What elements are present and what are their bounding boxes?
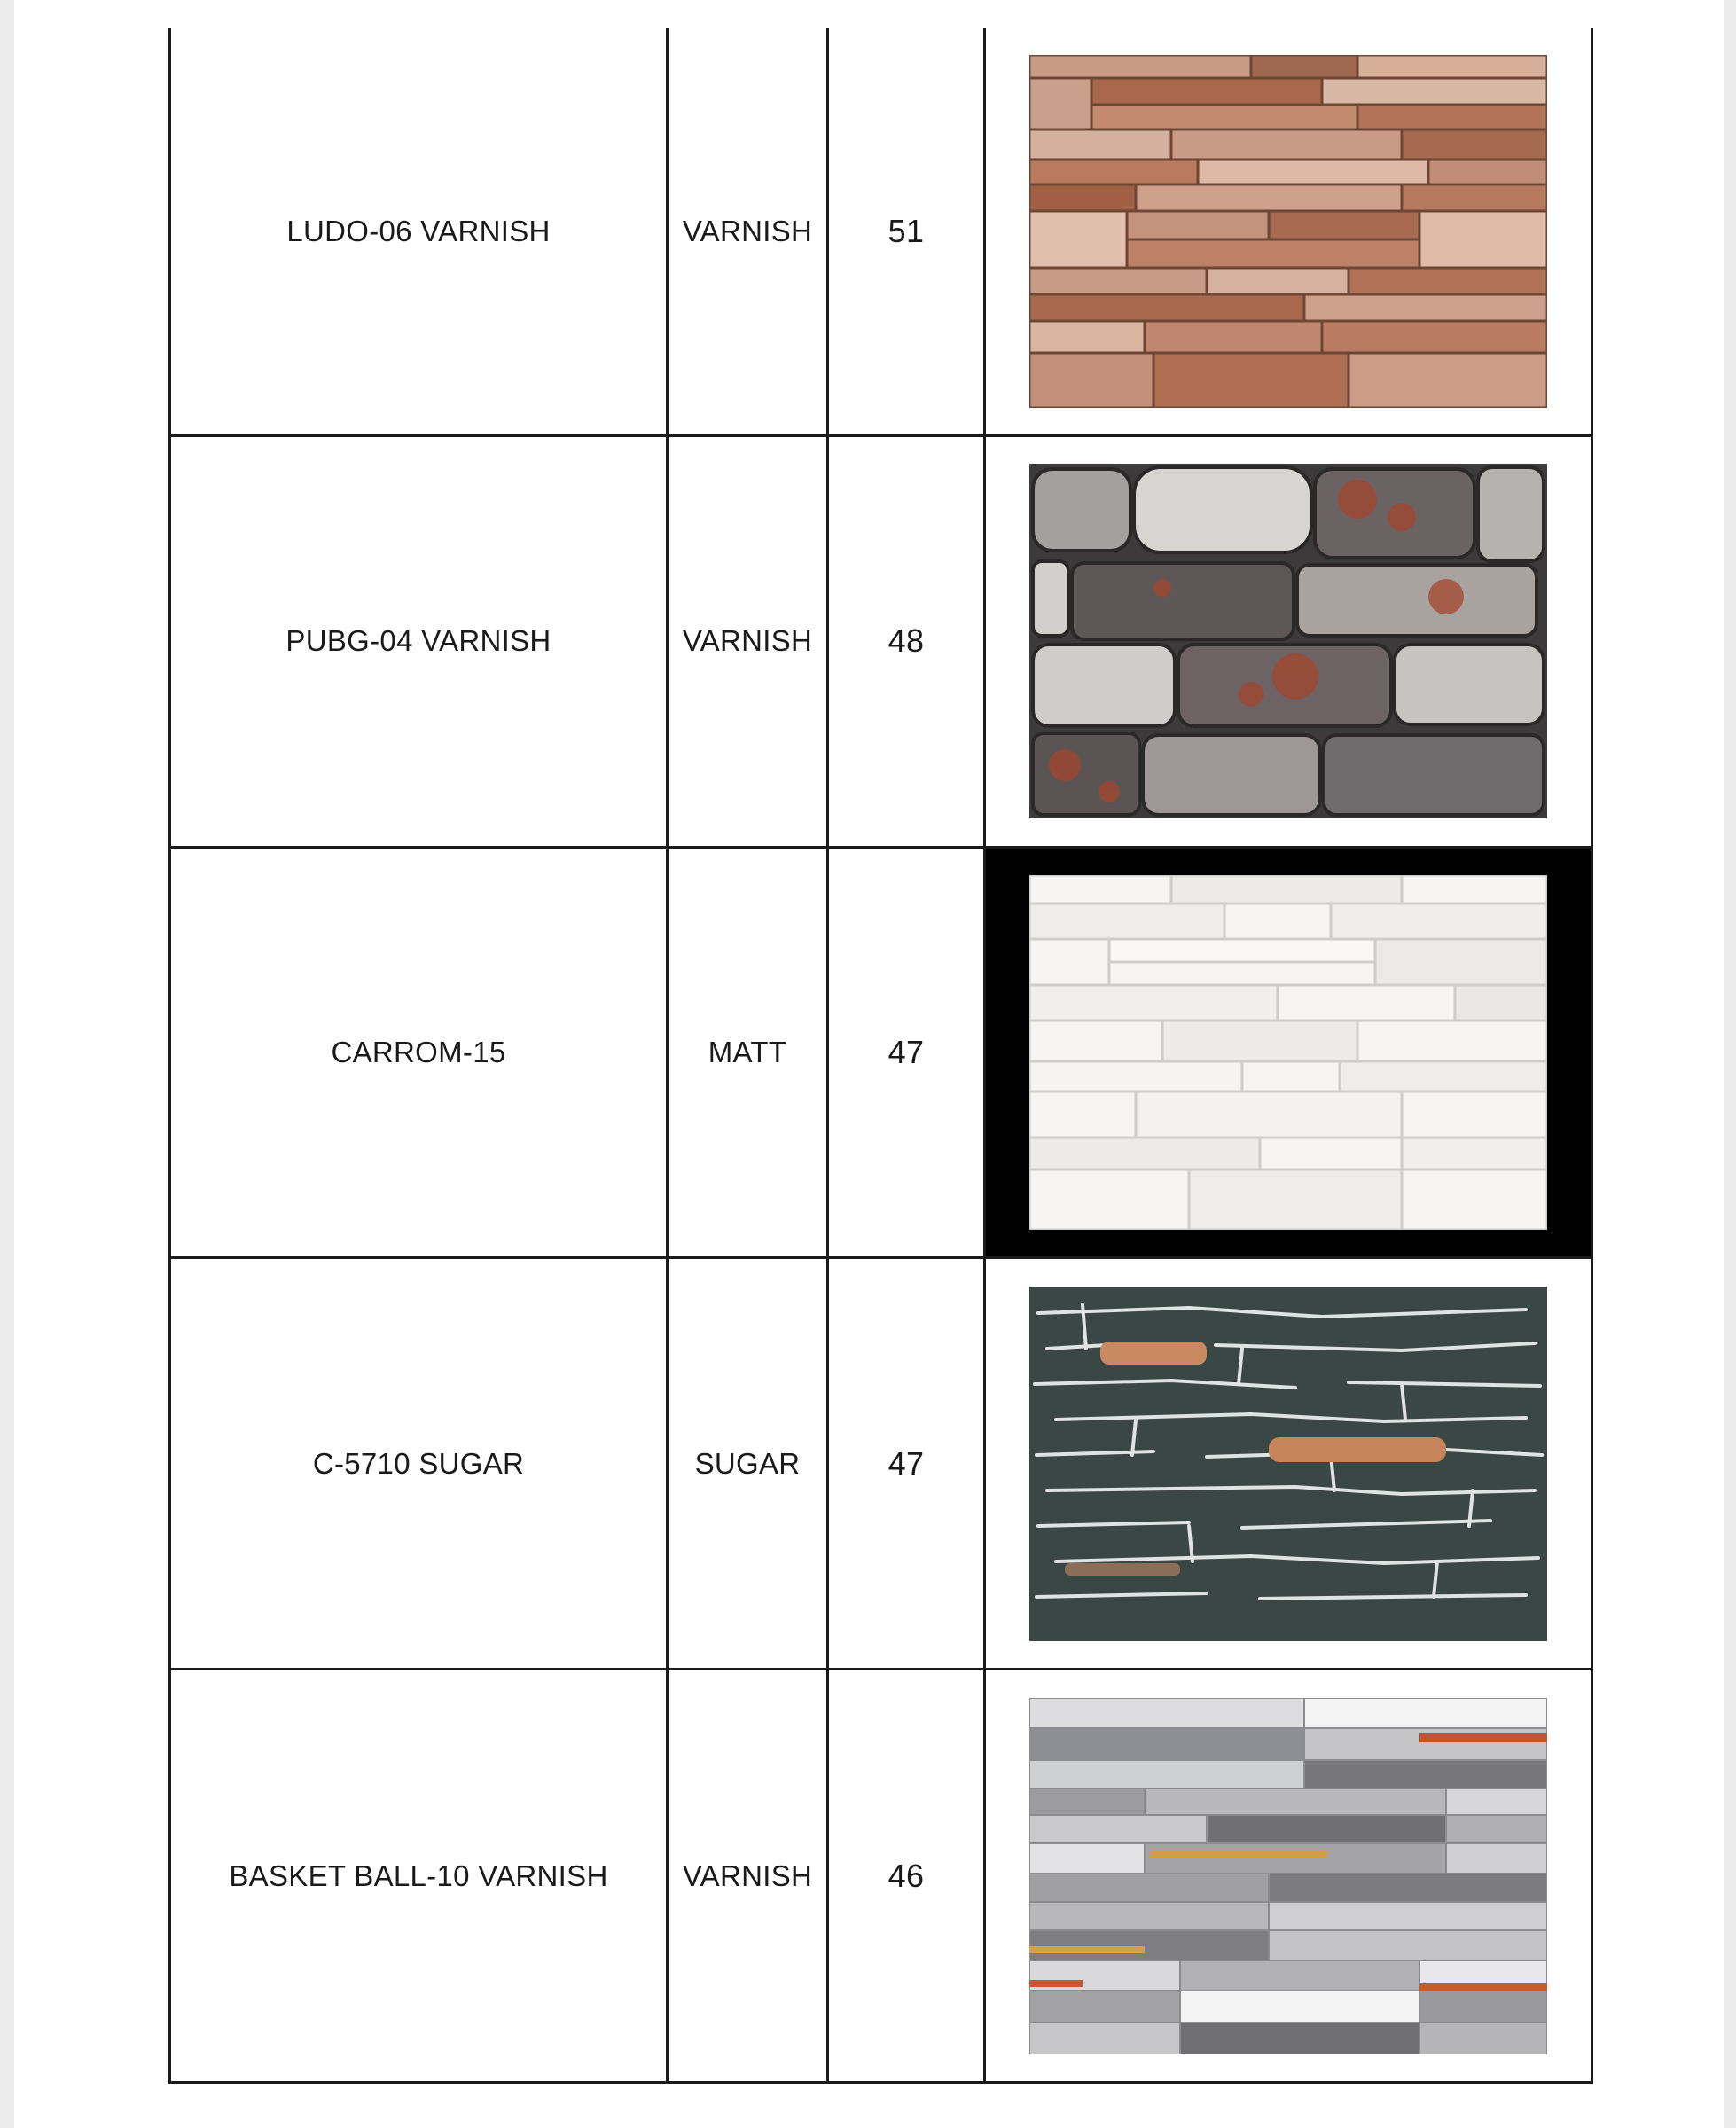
table-row: [170, 1258, 1592, 1670]
document-page: [14, 0, 1724, 2128]
table-row: [170, 847, 1592, 1258]
tile-name: LUDO-06 VARNISH: [170, 28, 668, 436]
tile-name: CARROM-15: [170, 847, 668, 1258]
tile-quantity: 47: [828, 1258, 985, 1670]
tile-table: [168, 28, 1593, 2084]
tile-finish: SUGAR: [668, 1258, 828, 1670]
tile-finish: VARNISH: [668, 28, 828, 436]
tile-quantity: 51: [828, 28, 985, 436]
white-stacked-stone-tile-icon: [1029, 875, 1547, 1230]
dark-green-slate-tile-icon: [1029, 1287, 1547, 1641]
table-row: [170, 436, 1592, 848]
tile-image-cell: [985, 28, 1592, 436]
tile-image-cell: [985, 847, 1592, 1258]
tile-name: BASKET BALL-10 VARNISH: [170, 1670, 668, 2083]
tile-quantity: 48: [828, 436, 985, 848]
tile-image-cell: [985, 1258, 1592, 1670]
table-row: [170, 28, 1592, 436]
table-row: [170, 1670, 1592, 2083]
grey-rubble-stone-tile-icon: [1029, 464, 1547, 818]
tile-finish: VARNISH: [668, 436, 828, 848]
tile-finish: MATT: [668, 847, 828, 1258]
tile-finish: VARNISH: [668, 1670, 828, 2083]
tile-image-cell: [985, 1670, 1592, 2083]
tile-image-cell: [985, 436, 1592, 848]
tile-name: PUBG-04 VARNISH: [170, 436, 668, 848]
tile-quantity: 47: [828, 847, 985, 1258]
tile-quantity: 46: [828, 1670, 985, 2083]
brown-stacked-stone-tile-icon: [1029, 55, 1547, 408]
tile-name: C-5710 SUGAR: [170, 1258, 668, 1670]
grey-linear-stone-tile-icon: [1029, 1698, 1547, 2054]
